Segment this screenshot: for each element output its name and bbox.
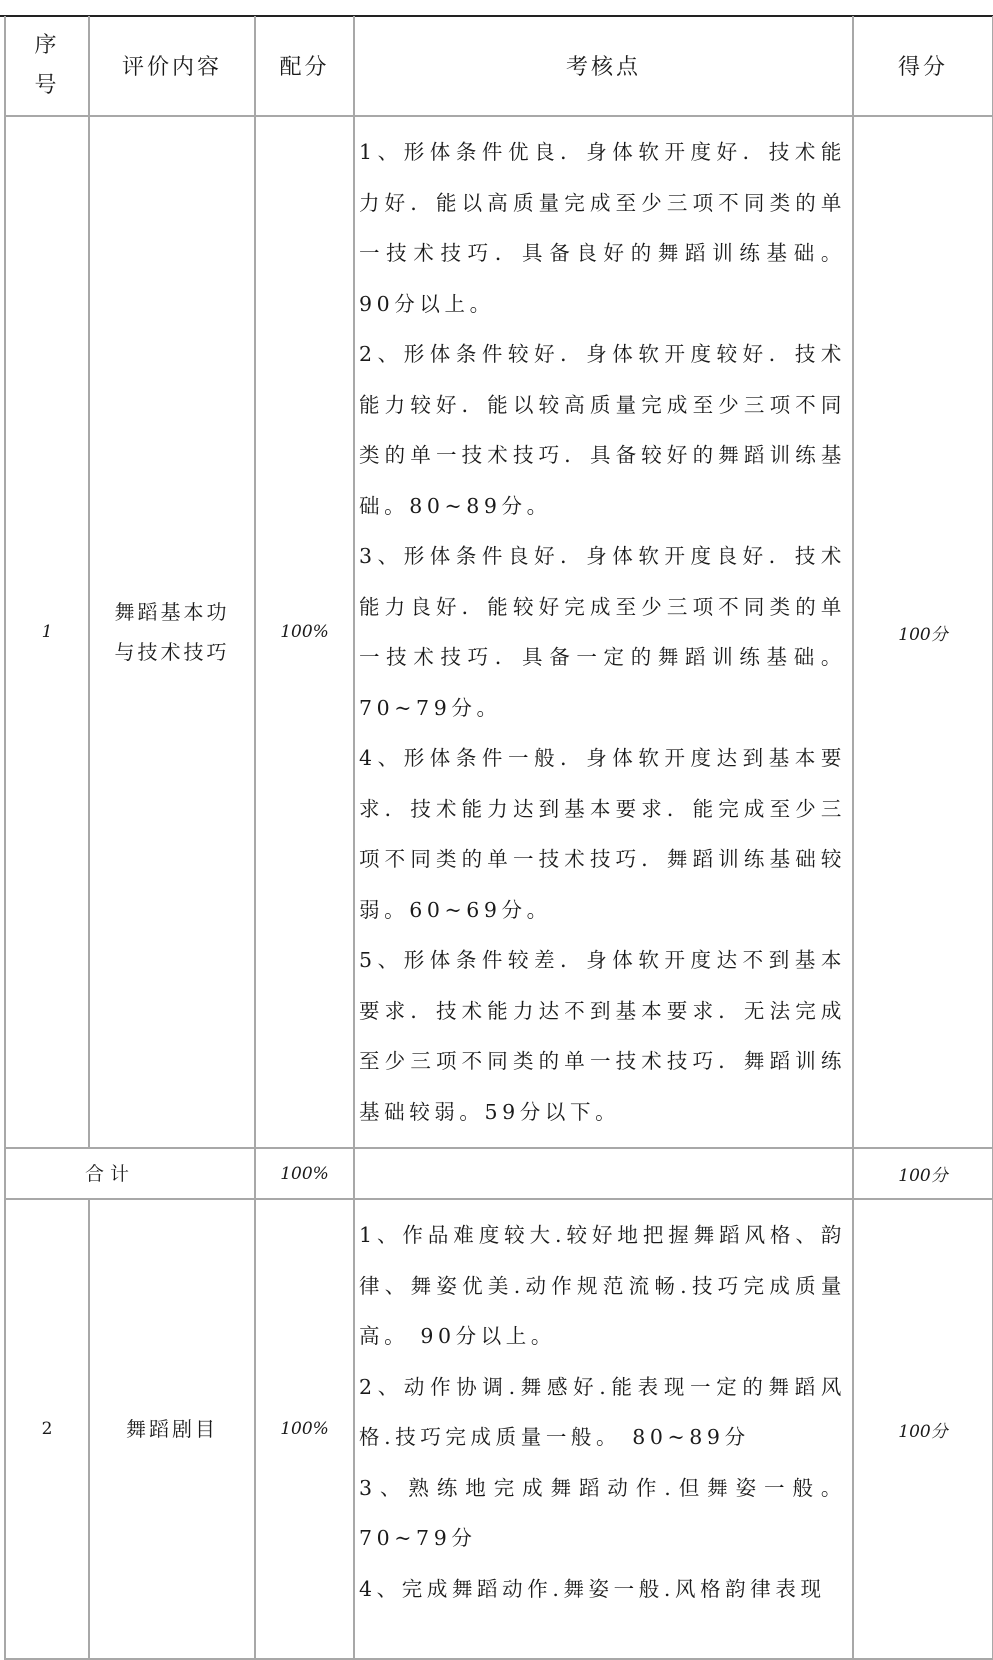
- row-assessment-points: [354, 1199, 853, 1659]
- row-evaluation-content-line1: 舞蹈基本功: [114, 600, 230, 624]
- header-serial-number-line1: 序: [34, 32, 60, 58]
- total-label: 合计: [5, 1148, 255, 1199]
- assessment-point: 3、熟练地完成舞蹈动作.但舞姿一般。70~79分: [359, 1475, 846, 1550]
- header-serial-number: [5, 16, 89, 116]
- row-weight: 100%: [255, 1199, 354, 1659]
- table-row: [5, 116, 993, 1148]
- assessment-point: 2、形体条件较好．身体软开度较好．技术能力较好．能以较高质量完成至少三项不同类的单一技术技巧．具备较好的舞蹈训练基础。80~89分。: [359, 342, 846, 518]
- row-score: 100分: [853, 1199, 993, 1659]
- row-evaluation-content-line2: 与技术技巧: [114, 640, 230, 664]
- header-evaluation-content: 评价内容: [89, 16, 255, 116]
- table-total-row: [5, 1148, 993, 1199]
- assessment-point: 1、形体条件优良．身体软开度好．技术能力好．能以高质量完成至少三项不同类的单一技术技巧．具备良好的舞蹈训练基础。90分以上。: [359, 140, 846, 316]
- assessment-point: 1、作品难度较大.较好地把握舞蹈风格、韵律、舞姿优美.动作规范流畅.技巧完成质量高。 90分以上。: [359, 1223, 846, 1348]
- total-weight: 100%: [255, 1148, 354, 1199]
- header-weight: 配分: [255, 16, 354, 116]
- assessment-point: 4、形体条件一般．身体软开度达到基本要求．技术能力达到基本要求．能完成至少三项不同类的单一技术技巧．舞蹈训练基础较弱。60~69分。: [359, 746, 846, 922]
- table-header-row: [5, 16, 993, 116]
- assessment-point: 5、形体条件较差．身体软开度达不到基本要求．技术能力达不到基本要求．无法完成至少三项不同类的单一技术技巧．舞蹈训练基础较弱。59分以下。: [359, 948, 846, 1124]
- total-score: 100分: [853, 1148, 993, 1199]
- row-weight: 100%: [255, 116, 354, 1148]
- header-serial-number-line2: 号: [34, 72, 60, 98]
- header-assessment-points: 考核点: [354, 16, 853, 116]
- total-points-empty: [354, 1148, 853, 1199]
- assessment-point: 2、动作协调.舞感好.能表现一定的舞蹈风格.技巧完成质量一般。 80~89分: [359, 1374, 846, 1449]
- row-score: 100分: [853, 116, 993, 1148]
- row-serial-number: 1: [5, 116, 89, 1148]
- header-score: 得分: [853, 16, 993, 116]
- scoring-rubric-table: [4, 16, 993, 1660]
- assessment-point: 4、完成舞蹈动作.舞姿一般.风格韵律表现: [359, 1576, 826, 1601]
- row-assessment-points: [354, 116, 853, 1148]
- row-evaluation-content: [89, 116, 255, 1148]
- assessment-point: 3、形体条件良好．身体软开度良好．技术能力良好．能较好完成至少三项不同类的单一技术技巧．具备一定的舞蹈训练基础。70~79分。: [359, 544, 846, 720]
- row-serial-number: 2: [5, 1199, 89, 1659]
- table-row: [5, 1199, 993, 1659]
- row-evaluation-content: 舞蹈剧目: [89, 1199, 255, 1659]
